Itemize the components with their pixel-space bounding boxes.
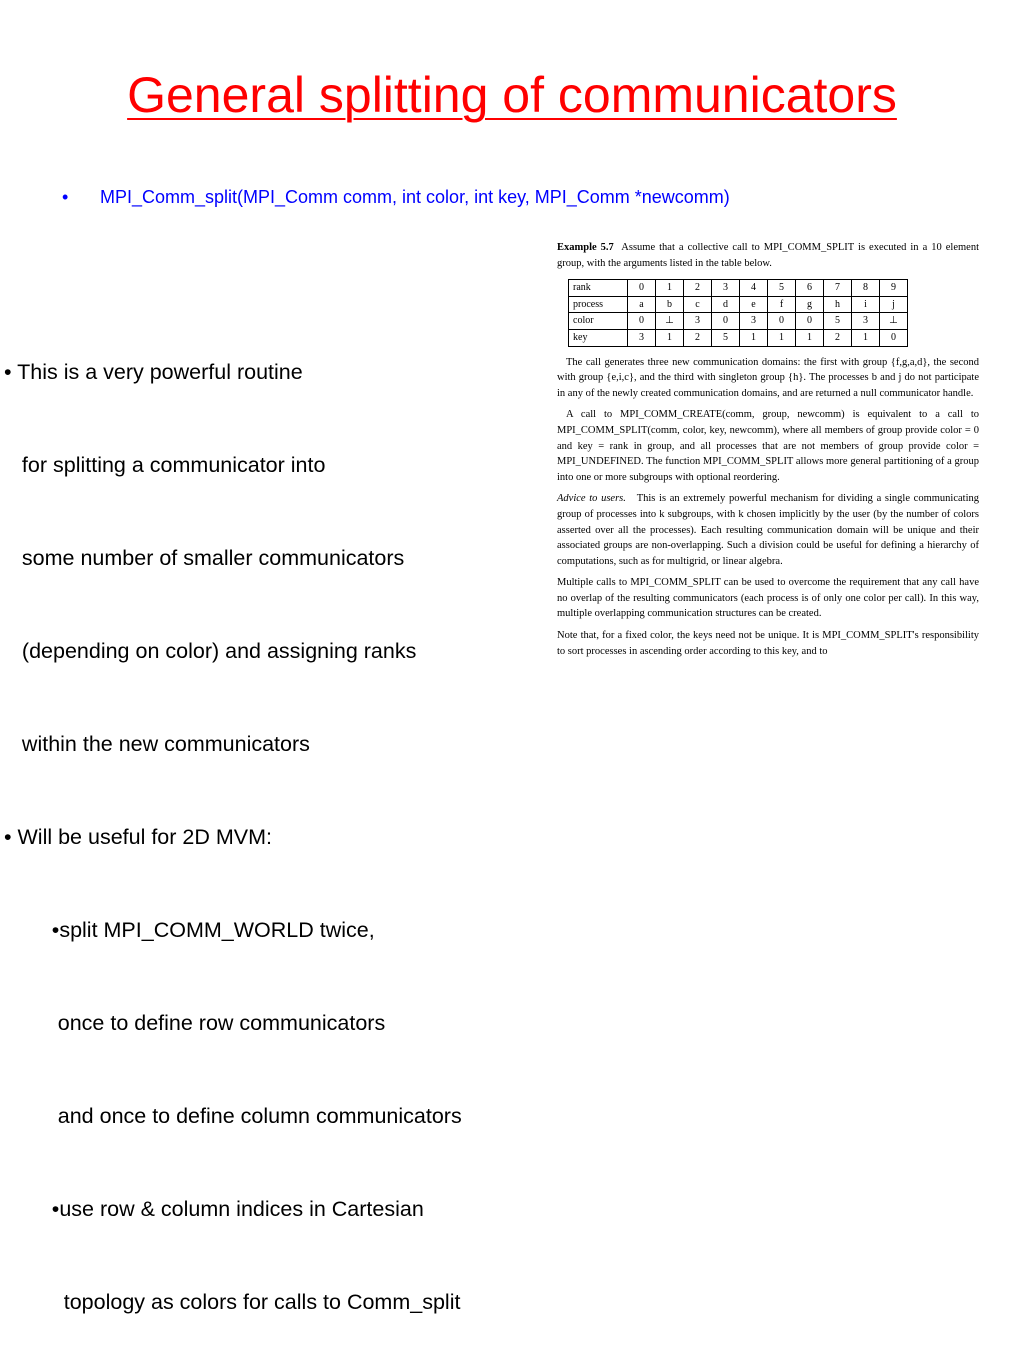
example-text: Assume that a collective call to MPI_COMM_SPLIT is executed in a 10 element group, with the arguments listed in the table below. xyxy=(557,242,979,269)
split-arguments-table xyxy=(568,279,908,346)
table-cell: 0 xyxy=(628,280,656,297)
table-cell: process xyxy=(569,296,628,313)
note-line: (depending on color) and assigning ranks xyxy=(4,639,417,663)
doc-paragraph: Multiple calls to MPI_COMM_SPLIT can be used to overcome the requirement that any call have no overlap of the resulting communicators (each process is of only one color per call). In this way, multiple overlapping communication structures can be created. xyxy=(557,577,979,620)
table-cell: 0 xyxy=(768,313,796,330)
advice-paragraph xyxy=(557,491,979,569)
table-cell: 5 xyxy=(824,313,852,330)
table-cell: 1 xyxy=(656,329,684,346)
table-cell: 4 xyxy=(740,280,768,297)
table-cell: 1 xyxy=(656,280,684,297)
bullet: • xyxy=(62,187,69,207)
table-cell: a xyxy=(628,296,656,313)
advice-label: Advice to users. xyxy=(557,493,626,505)
table-cell: 1 xyxy=(852,329,880,346)
note-line: some number of smaller communicators xyxy=(4,546,405,570)
table-cell: 6 xyxy=(796,280,824,297)
table-cell: b xyxy=(656,296,684,313)
table-cell: d xyxy=(712,296,740,313)
table-cell: 0 xyxy=(628,313,656,330)
example-label: Example 5.7 xyxy=(557,242,614,253)
table-cell: ⊥ xyxy=(880,313,908,330)
table-row xyxy=(569,280,908,297)
table-cell: 1 xyxy=(740,329,768,346)
table-cell: 0 xyxy=(880,329,908,346)
table-cell: color xyxy=(569,313,628,330)
doc-paragraph: The call generates three new communication domains: the first with group {f,g,a,d}, the second with group {e,i,c}, and the third with singleton group {h}. The processes b and j do not participate in any of the newly created communication domains, and are returned a null communicator handle. xyxy=(557,356,979,399)
table-cell: e xyxy=(740,296,768,313)
table-cell: g xyxy=(796,296,824,313)
table-cell: 3 xyxy=(740,313,768,330)
signature-line xyxy=(62,187,730,208)
table-cell: 2 xyxy=(684,280,712,297)
table-row xyxy=(569,296,908,313)
table-row xyxy=(569,313,908,330)
table-cell: 3 xyxy=(712,280,740,297)
table-cell: f xyxy=(768,296,796,313)
table-row xyxy=(569,329,908,346)
table-cell: j xyxy=(880,296,908,313)
doc-paragraph: A call to MPI_COMM_CREATE(comm, group, newcomm) is equivalent to a call to MPI_COMM_SPLIT(comm, color, key, newcomm), where all members of group provide color = 0 and key = rank in group, and all processes that are not members of group provide color = MPI_UNDEFINED. The function MPI_COMM_SPLIT allows more general partitioning of a group into one or more subgroups with optional reordering. xyxy=(557,409,979,483)
table-cell: 7 xyxy=(824,280,852,297)
advice-text: This is an extremely powerful mechanism for dividing a single communicating group of processes into k subgroups, with k chosen implicitly by the user (by the number of colors asserted over all the processes). Each resulting communication domain will be unique and their associated groups are non-overlapping. Such a division could be useful for defining a hierarchy of computations, such as for multigrid, or linear algebra. xyxy=(557,493,979,567)
doc-paragraph: Note that, for a fixed color, the keys need not be unique. It is MPI_COMM_SPLIT's responsibility to sort processes in ascending order according to this key, and to xyxy=(557,630,979,657)
table-cell: 3 xyxy=(628,329,656,346)
signature-text: MPI_Comm_split(MPI_Comm comm, int color, int key, MPI_Comm *newcomm) xyxy=(100,187,730,207)
table-cell: h xyxy=(824,296,852,313)
table-cell: rank xyxy=(569,280,628,297)
table-cell: 2 xyxy=(824,329,852,346)
note-line: within the new communicators xyxy=(4,732,310,756)
note-line: once to define row communicators xyxy=(4,1011,386,1035)
table-cell: 9 xyxy=(880,280,908,297)
table-cell: 8 xyxy=(852,280,880,297)
bullet-notes xyxy=(4,295,549,1349)
table-cell: key xyxy=(569,329,628,346)
table-cell: 1 xyxy=(796,329,824,346)
table-cell: 3 xyxy=(852,313,880,330)
document-excerpt xyxy=(557,240,979,659)
note-line: •split MPI_COMM_WORLD twice, xyxy=(4,918,375,942)
table-cell: 1 xyxy=(768,329,796,346)
note-line: • Will be useful for 2D MVM: xyxy=(4,825,272,849)
note-line: topology as colors for calls to Comm_split xyxy=(4,1290,461,1314)
table-cell: 0 xyxy=(796,313,824,330)
slide-title: General splitting of communicators xyxy=(127,67,897,123)
table-cell: 2 xyxy=(684,329,712,346)
table-cell: i xyxy=(852,296,880,313)
note-line: for splitting a communicator into xyxy=(4,453,326,477)
table-cell: 5 xyxy=(768,280,796,297)
table-cell: 0 xyxy=(712,313,740,330)
example-paragraph xyxy=(557,240,979,271)
note-line: and once to define column communicators xyxy=(4,1104,462,1128)
table-cell: ⊥ xyxy=(656,313,684,330)
note-line: • This is a very powerful routine xyxy=(4,360,303,384)
table-cell: 5 xyxy=(712,329,740,346)
table-cell: c xyxy=(684,296,712,313)
note-line: •use row & column indices in Cartesian xyxy=(4,1197,424,1221)
table-cell: 3 xyxy=(684,313,712,330)
